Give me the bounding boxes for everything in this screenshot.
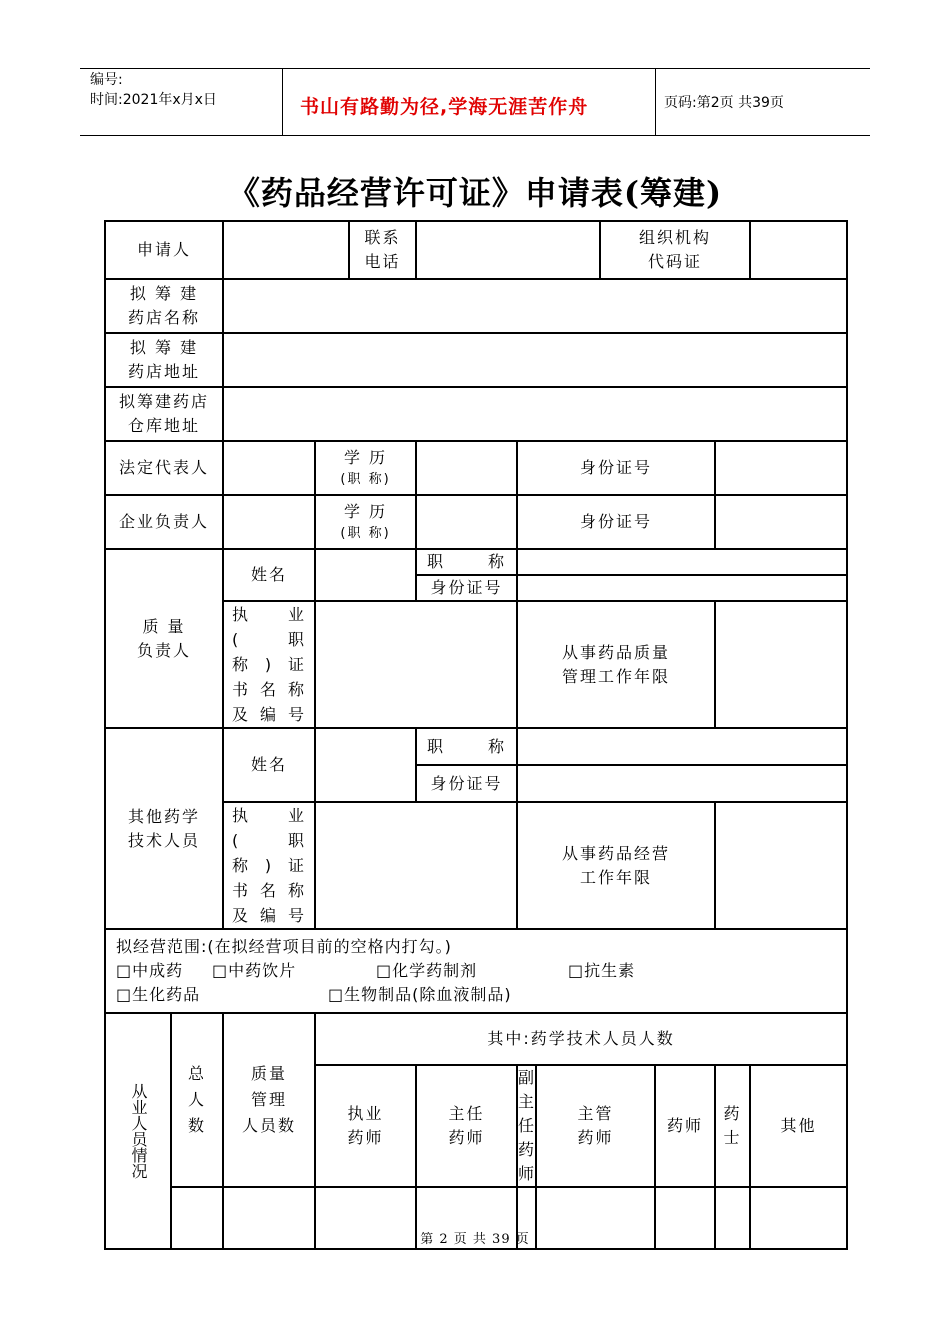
education-label-l2: (职 称): [340, 526, 391, 541]
header-top-rule: [80, 68, 870, 69]
header-page-info: 页码:第2页 共39页: [664, 95, 784, 111]
education-label-l1: 学 历: [343, 448, 388, 467]
quality-head-label-l1: 质 量: [142, 616, 186, 636]
row-applicant: [105, 221, 847, 279]
other-staff-label-l2: 技术人员: [128, 830, 201, 850]
quality-years-label-l1: 从事药品质量: [562, 642, 671, 662]
header-time: 时间:2021年x月x日: [90, 92, 217, 108]
quality-mgmt-label: [223, 1013, 315, 1187]
cert-label-l3: 称)证: [232, 655, 307, 674]
row-other-name-1: [105, 728, 847, 765]
enterprise-head-id-label: 身份证号: [517, 495, 715, 549]
quality-id-field[interactable]: [517, 575, 847, 601]
other-name-field[interactable]: [315, 728, 416, 802]
other-id-field[interactable]: [517, 765, 847, 802]
phone-field[interactable]: [416, 221, 600, 279]
licensed-pharmacist-label: [315, 1065, 416, 1187]
supervisor-pharmacist-label: [536, 1065, 655, 1187]
vice-chief-pharmacist-label: [517, 1065, 536, 1187]
other-cert-label: [223, 802, 315, 929]
store-address-label: [105, 333, 223, 387]
enterprise-head-education-label: [315, 495, 416, 549]
store-name-label-l2: 药店名称: [128, 308, 201, 327]
store-name-field[interactable]: [223, 279, 847, 333]
business-years-label: [517, 802, 715, 929]
phone-label-l1: 联系: [364, 228, 401, 247]
supervisor-label-l2: 药师: [577, 1128, 614, 1147]
scope-item-chemical[interactable]: □化学药制剂: [376, 961, 478, 980]
org-code-field[interactable]: [750, 221, 847, 279]
licensed-label-l2: 药师: [347, 1128, 384, 1147]
business-years-label-l1: 从事药品经营: [562, 843, 671, 863]
enterprise-head-id-field[interactable]: [715, 495, 847, 549]
enterprise-head-education-field[interactable]: [416, 495, 517, 549]
page-footer: 第 2 页 共 39 页: [420, 1232, 530, 1247]
other-staff-count-label: 其他: [750, 1065, 847, 1187]
quality-name-field[interactable]: [315, 549, 416, 601]
staff-situation-label: [105, 1013, 171, 1249]
total-label-l2: 人: [188, 1090, 207, 1109]
licensed-label-l1: 执业: [347, 1104, 384, 1123]
quality-cert-label: [223, 601, 315, 728]
other-title-field[interactable]: [517, 728, 847, 765]
pharmacist-label: 药师: [655, 1065, 715, 1187]
chief-label-l2: 药师: [448, 1128, 485, 1147]
cert-label-l2: ( 职: [232, 831, 307, 850]
store-address-label-l1: 拟 筹 建: [129, 338, 199, 357]
org-code-label: [600, 221, 750, 279]
qm-label-l1: 质量: [251, 1064, 288, 1083]
legal-rep-label: 法定代表人: [105, 441, 223, 495]
row-store-address: [105, 333, 847, 387]
cert-label-l4: 书名称: [232, 881, 307, 900]
applicant-label: 申请人: [105, 221, 223, 279]
education-label-l2: (职 称): [340, 472, 391, 487]
phone-label-l2: 电话: [364, 252, 401, 271]
scope-title: 拟经营范围:(在拟经营项目前的空格内打勾。): [116, 937, 452, 956]
warehouse-field[interactable]: [223, 387, 847, 441]
form-title: 《药品经营许可证》申请表(筹建): [227, 174, 723, 212]
other-id-label: 身份证号: [416, 765, 517, 802]
header-divider-2: [655, 68, 656, 136]
org-code-label-l2: 代码证: [648, 252, 703, 271]
applicant-field[interactable]: [223, 221, 349, 279]
header-motto: 书山有路勤为径,学海无涯苦作舟: [300, 96, 589, 118]
quality-title-label: 职 称: [416, 549, 517, 575]
vice-label-l2: 任: [518, 1116, 537, 1135]
legal-rep-education-field[interactable]: [416, 441, 517, 495]
cert-label-l4: 书名称: [232, 680, 307, 699]
other-staff-label: [105, 728, 223, 929]
total-label-l3: 数: [188, 1116, 207, 1135]
quality-years-label: [517, 601, 715, 728]
cert-label-l2: ( 职: [232, 630, 307, 649]
quality-cert-field[interactable]: [315, 601, 517, 728]
store-name-label: [105, 279, 223, 333]
business-scope-cell: [105, 929, 847, 1013]
row-legal-rep: [105, 441, 847, 495]
warehouse-label-l1: 拟筹建药店: [119, 392, 210, 411]
row-business-scope: [105, 929, 847, 1013]
other-cert-field[interactable]: [315, 802, 517, 929]
org-code-label-l1: 组织机构: [639, 228, 712, 247]
quality-head-label-l2: 负责人: [137, 640, 192, 660]
quality-title-field[interactable]: [517, 549, 847, 575]
quality-name-label: 姓名: [223, 549, 315, 601]
warehouse-label: [105, 387, 223, 441]
store-name-label-l1: 拟 筹 建: [129, 284, 199, 303]
other-title-label: 职 称: [416, 728, 517, 765]
total-label-l1: 总: [188, 1064, 207, 1083]
legal-rep-education-label: [315, 441, 416, 495]
row-store-name: [105, 279, 847, 333]
cert-label-l3: 称)证: [232, 856, 307, 875]
chief-pharmacist-label: [416, 1065, 517, 1187]
chief-label-l1: 主任: [448, 1104, 485, 1123]
business-years-field[interactable]: [715, 802, 847, 929]
header-number: 编号:: [90, 72, 123, 88]
row-enterprise-head: [105, 495, 847, 549]
staff-situation-text: 从业人员情况: [129, 1083, 148, 1179]
assistant-pharmacist-label: 药士: [715, 1065, 750, 1187]
legal-rep-id-label: 身份证号: [517, 441, 715, 495]
other-staff-label-l1: 其他药学: [128, 806, 201, 826]
scope-item-biochemical[interactable]: □生化药品: [116, 985, 201, 1004]
row-warehouse: [105, 387, 847, 441]
total-label: [171, 1013, 223, 1187]
scope-item-chinese-patent[interactable]: □中成药: [116, 961, 184, 980]
supervisor-label-l1: 主管: [577, 1104, 614, 1123]
qm-label-l2: 管理: [251, 1090, 288, 1109]
phone-label: [349, 221, 416, 279]
cert-label-l1: 执 业: [232, 605, 307, 624]
enterprise-head-field[interactable]: [223, 495, 315, 549]
cert-label-l5: 及编号: [232, 705, 307, 724]
other-name-label: 姓名: [223, 728, 315, 802]
store-address-field[interactable]: [223, 333, 847, 387]
scope-item-biological[interactable]: □生物制品(除血液制品): [328, 985, 512, 1004]
quality-head-label: [105, 549, 223, 728]
enterprise-head-label: 企业负责人: [105, 495, 223, 549]
vice-label-l3: 药师: [518, 1140, 537, 1183]
application-form: [104, 220, 848, 1250]
warehouse-label-l2: 仓库地址: [128, 416, 201, 435]
header-bottom-rule: [80, 135, 870, 136]
store-address-label-l2: 药店地址: [128, 362, 201, 381]
education-label-l1: 学 历: [343, 502, 388, 521]
cert-label-l1: 执 业: [232, 806, 307, 825]
row-staff-header-1: [105, 1013, 847, 1065]
scope-item-tcm-pieces[interactable]: □中药饮片: [212, 961, 297, 980]
scope-item-antibiotic[interactable]: □抗生素: [568, 961, 636, 980]
legal-rep-field[interactable]: [223, 441, 315, 495]
header-divider-1: [282, 68, 283, 136]
quality-years-field[interactable]: [715, 601, 847, 728]
legal-rep-id-field[interactable]: [715, 441, 847, 495]
qm-label-l3: 人员数: [242, 1116, 297, 1135]
business-years-label-l2: 工作年限: [580, 867, 653, 887]
vice-label-l1: 副主: [518, 1068, 537, 1111]
quality-years-label-l2: 管理工作年限: [562, 666, 671, 686]
row-quality-name-1: [105, 549, 847, 575]
quality-id-label: 身份证号: [416, 575, 517, 601]
cert-label-l5: 及编号: [232, 906, 307, 925]
among-them-label: 其中:药学技术人员人数: [315, 1013, 847, 1065]
